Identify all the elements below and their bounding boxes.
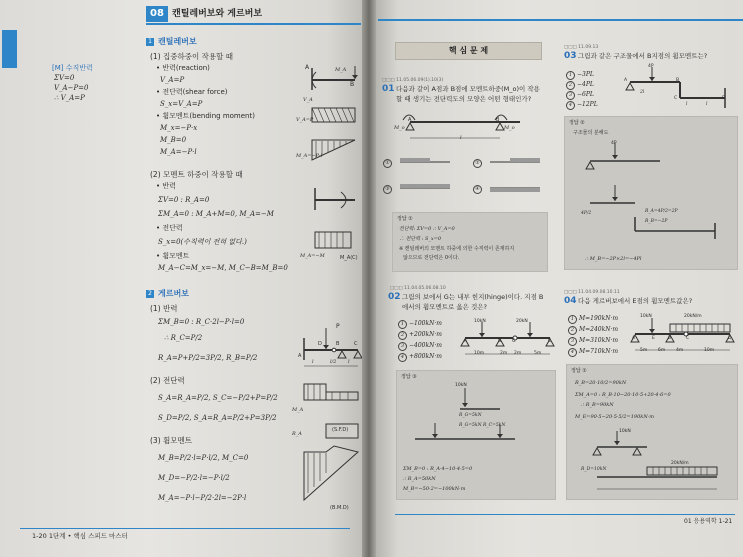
q1-option[interactable] — [383, 158, 394, 168]
q4-fig-label: A — [632, 336, 636, 341]
q2-fig-label: 5m — [534, 351, 542, 356]
q2-fig-label: A — [464, 339, 468, 344]
s2-line3: M_A=−P·l−P/2·2l=−2P·l — [158, 494, 247, 502]
q2-option[interactable]: 3 −400kN·m — [398, 341, 442, 351]
q3-answer-line: R_A=4P/2=2P — [645, 209, 678, 214]
q3-option[interactable]: 2 −4PL — [566, 80, 594, 90]
cantilever-figure-2 — [305, 180, 360, 260]
q2-answer-box — [396, 370, 556, 500]
q2-option[interactable]: 4 +800kN·m — [398, 352, 442, 362]
q2-answer-line: 10kN — [455, 383, 467, 388]
q2-fig-label: C — [548, 339, 552, 344]
q4-fig-label: 5m — [640, 348, 648, 353]
s2-line2: S_A=R_A=P/2, S_C=−P/2+P=P/2 — [158, 394, 278, 402]
q1-option-label: ② — [473, 159, 482, 168]
q2-fig-label: B — [498, 339, 502, 344]
q2-tag: □□□ 11.04.05.06.08.10 — [390, 286, 446, 291]
cantilever-figure-1 — [300, 60, 360, 165]
q3-answer-line: 4P/2 — [581, 211, 592, 216]
q1-number: 01 — [382, 84, 395, 94]
q3-fig-label: 2l — [640, 90, 645, 95]
q1-answer-line: 전단력: ΣV=0 ∴ V_A=0 — [399, 226, 455, 232]
q3-answer-figure — [575, 139, 725, 249]
fig4-label: l — [348, 359, 350, 365]
q1-option-label: ① — [383, 159, 392, 168]
core-problems-banner — [395, 42, 542, 60]
q2-answer-line: ΣM_B=0 : R_A·4−10·4·5=0 — [403, 466, 473, 472]
q3-option[interactable]: 3 −6PL — [566, 90, 594, 100]
q1-answer-line: 정답 ① — [397, 216, 413, 222]
s1-line: S_x=V_A=P — [160, 100, 203, 108]
q3-answer-line: ∴ M_B=−2P×2l=−4Pl — [585, 256, 642, 262]
q2-answer-line: R_G=5kN — [459, 413, 482, 418]
q1-text: 할 때 생기는 전단력도의 모양은 어떤 형태인가? — [396, 95, 532, 103]
q4-option-text: M=240kN·m — [579, 326, 619, 333]
q3-answer-line: R_B=−2P — [645, 219, 668, 224]
q2-number: 02 — [388, 292, 401, 302]
q4-fig-label: 20kN/m — [684, 314, 702, 319]
q1-answer-box — [392, 212, 548, 272]
fig5-label: M_A — [292, 407, 304, 413]
q2-text: 에서의 휨모멘트로 옳은 것은? — [402, 303, 487, 311]
q1-option-label: ④ — [473, 185, 482, 194]
chapter-title: 캔틸레버보와 게르버보 — [172, 9, 263, 19]
section2-title: 게르버보 — [158, 289, 189, 298]
q3-text: 그림과 같은 구조물에서 B지점의 휨모멘트는? — [578, 52, 708, 60]
section2-sub1: (1) 반력 — [150, 304, 178, 313]
q2-option-text: +200kN·m — [409, 331, 442, 338]
q2-option-text: −400kN·m — [409, 342, 442, 349]
q3-answer-line: 정답 ② — [569, 120, 585, 126]
q1-text: 다음과 같이 A점과 B점에 모멘트하중(M_o)이 작용 — [396, 85, 540, 93]
q4-fig-label: 10kN — [640, 314, 652, 319]
q2-option-text: −100kN·m — [409, 320, 442, 327]
q3-option[interactable]: 1 −3PL — [566, 70, 594, 80]
fig2-label: V_A=P — [296, 117, 314, 123]
q2-fig-label: 10m — [474, 351, 485, 356]
s1-line2: ΣV=0 : R_A=0 — [158, 196, 210, 204]
q2-text: 그림의 보에서 G는 내부 힌지(hinge)이다. 지점 B — [402, 293, 544, 301]
s1-line2: M_A−C=M_x=−M, M_C−B=M_B=0 — [158, 264, 288, 272]
book-spine — [362, 0, 376, 557]
sidebar-note — [52, 64, 132, 110]
q3-option-text: −12PL — [577, 101, 598, 108]
fig4-label: l — [312, 359, 314, 365]
q2-fig-label: 20kN — [516, 319, 528, 324]
q1-option[interactable] — [473, 158, 484, 168]
q4-tag: □□□ 11.04.09.08.10.11 — [564, 290, 620, 295]
fig4-label: A — [298, 353, 302, 359]
chapter-number: 08 — [146, 6, 168, 22]
q1-option-label: ③ — [383, 185, 392, 194]
q3-fig-label: D — [722, 96, 726, 101]
q4-option-text: M=310kN·m — [579, 337, 619, 344]
q4-answer-line: 정답 ① — [571, 368, 587, 374]
q1-fig-label: l — [460, 135, 462, 141]
q2-answer-line: ∴ R_A=50kN — [403, 476, 436, 482]
sidebar-line: [M] 수직반력 — [52, 64, 93, 72]
fig3-label: M_A=−M — [300, 253, 325, 259]
s1-line: V_A=P — [160, 76, 185, 84]
q4-option[interactable]: 2 M=240kN·m — [568, 325, 618, 335]
q3-answer-line: 구조물의 분해도 — [573, 130, 609, 136]
section1-title: 캔틸레버보 — [158, 37, 197, 46]
q1-fig-label: M_o — [394, 125, 405, 131]
fig1-label: A — [305, 64, 310, 71]
q4-text: 다음 게르버보에서 E점의 휨모멘트값은? — [578, 297, 693, 305]
section1-sub1: (1) 집중하중이 작용할 때 — [150, 52, 233, 61]
sidebar-line: V_A−P=0 — [54, 84, 89, 92]
q2-fig-label: 10kN — [474, 319, 486, 324]
right-footer: 01 응용역학 1-21 — [684, 518, 733, 525]
q1-answer-line: ※ 캔틸레버의 모멘트 하중에 의한 수직력이 존재하지 — [399, 246, 515, 252]
s1-line2: • 휨모멘트 — [156, 252, 190, 260]
q1-option[interactable] — [473, 184, 484, 194]
q2-answer-line: 정답 ③ — [401, 374, 417, 380]
q1-answer-line: ∴ 전단력 : S_x=0 — [399, 236, 442, 242]
section2-icon: 2 — [146, 290, 154, 298]
q4-answer-box — [566, 364, 738, 500]
side-tab — [2, 30, 17, 68]
gerber-beam-figure — [296, 320, 362, 520]
q4-fig-label: B — [668, 336, 672, 341]
q3-fig-label: l — [686, 102, 688, 107]
fig1-label: M_A — [335, 67, 347, 73]
fig4-label: D — [318, 341, 322, 347]
q3-fig-label: A — [624, 78, 628, 83]
fig5-label: (B.M.D) — [330, 505, 349, 511]
q4-number: 04 — [564, 296, 577, 306]
q1-options — [382, 152, 552, 200]
q4-fig-label: E — [652, 336, 655, 341]
q3-fig-label: B — [676, 78, 680, 83]
s1-line: • 휨모멘트(bending moment) — [156, 112, 255, 120]
q3-option-text: −4PL — [577, 81, 594, 88]
s2-line: ΣM_B=0 : R_C·2l−P·l=0 — [158, 318, 245, 326]
fig5-label: (S.F.D) — [332, 427, 349, 433]
q2-fig-label: 2m — [500, 351, 508, 356]
q4-answer-line: R_B=20·10/2=90kN — [575, 380, 627, 386]
q3-fig-label: 4P — [648, 64, 654, 69]
s1-line: M_x=−P·x — [160, 124, 198, 132]
q4-answer-line: ∴ R_B=90kN — [581, 402, 614, 408]
left-footer: 1-20 1단계 • 핵심 스피드 마스터 — [32, 532, 128, 540]
q4-fig-label: 6m — [658, 348, 666, 353]
q2-option[interactable]: 1 −100kN·m — [398, 319, 442, 329]
q2-fig-label: 2m — [514, 351, 522, 356]
q1-option[interactable] — [383, 184, 394, 194]
q2-option-text: +800kN·m — [409, 353, 442, 360]
right-top-rule — [378, 19, 743, 21]
q3-option-text: −3PL — [577, 71, 594, 78]
q4-fig-label: 4m — [676, 348, 684, 353]
fig4-label: B — [336, 341, 340, 347]
fig5-label: R_A — [292, 431, 302, 437]
chapter-rule — [146, 23, 361, 25]
q4-answer-line: 20kN/m — [671, 461, 689, 466]
q2-option[interactable]: 2 +200kN·m — [398, 330, 442, 340]
s1-line: • 반력(reaction) — [156, 64, 210, 72]
q4-option[interactable]: 4 M=710kN·m — [568, 347, 618, 357]
q3-tag: □□□ 11.09.13 — [564, 45, 599, 50]
footer-rule — [20, 528, 350, 529]
fig1-label: B — [350, 81, 355, 88]
s2-line: R_A=P+P/2=3P/2, R_B=P/2 — [158, 354, 258, 362]
fig1-label: V_A — [303, 97, 313, 103]
q4-option-text: M=710kN·m — [579, 348, 619, 355]
q4-option-text: M=190kN·m — [579, 315, 619, 322]
section1-sub2: (2) 모멘트 하중이 작용할 때 — [150, 170, 243, 179]
s1-line2: • 반력 — [156, 182, 176, 190]
q4-option[interactable]: 1 M=190kN·m — [568, 314, 618, 324]
q4-answer-line: ΣM_A=0 : R_B·10−20·10·5+20·4·6=0 — [575, 392, 671, 398]
sidebar-line: ∴ V_A=P — [54, 94, 85, 102]
q3-number: 03 — [564, 51, 577, 61]
q4-fig-label: 10m — [704, 348, 715, 353]
q4-fig-label: C — [686, 336, 690, 341]
s1-line2: • 전단력 — [156, 224, 183, 232]
q3-answer-box — [564, 116, 738, 270]
q2-answer-line: R_G=5kN R_C=5kN — [459, 423, 506, 428]
q4-answer-figure — [587, 427, 727, 495]
q3-option-text: −6PL — [577, 91, 594, 98]
sidebar-line: ΣV=0 — [54, 74, 75, 82]
q4-answer-line: M_E=90·5−20·5·5/2=190kN·m — [575, 414, 655, 420]
q4-option[interactable]: 3 M=310kN·m — [568, 336, 618, 346]
q3-fig-label: l — [706, 102, 708, 107]
s1-line: M_B=0 — [160, 136, 187, 144]
q4-fig-label: D — [728, 336, 732, 341]
s2-line3: M_D=−P/2·l=−P·l/2 — [158, 474, 230, 482]
s2-line: ∴ R_C=P/2 — [164, 334, 203, 342]
fig2-label: M_A=−P·l — [296, 153, 323, 159]
fig4-label: l/2 — [330, 359, 337, 365]
s2-line3: M_B=P/2·l=P·l/2, M_C=0 — [158, 454, 249, 462]
s2-line2: S_D=P/2, S_A=R_A=P/2+P=3P/2 — [158, 414, 277, 422]
right-footer-rule — [395, 514, 735, 515]
s1-line: • 전단력(shear force) — [156, 88, 228, 96]
q3-answer-line: 4P — [611, 141, 617, 146]
q4-answer-line: 10kN — [619, 429, 631, 434]
section2-sub3: (3) 휨모멘트 — [150, 436, 192, 445]
section1-icon: 1 — [146, 38, 154, 46]
q1-tag: □□□ 11.05.06.09(1).10(3) — [382, 78, 444, 83]
fig4-label: C — [354, 341, 358, 347]
q2-fig-label: G — [512, 339, 516, 344]
fig3-label: M_A(C) — [340, 255, 358, 261]
q3-option[interactable]: 4 −12PL — [566, 100, 598, 110]
s1-line: M_A=−P·l — [160, 148, 197, 156]
q1-fig-label: A — [408, 117, 412, 123]
q3-fig-label: C — [674, 96, 678, 101]
q1-fig-label: M_o — [504, 125, 515, 131]
fig4-label: P — [336, 323, 340, 330]
q4-answer-line: R_D=10kN — [581, 467, 607, 472]
s1-line2: S_x=0(수직력이 전혀 없다.) — [158, 238, 247, 246]
banner-text: 핵 심 문 제 — [448, 46, 489, 55]
q1-answer-line: 않으므로 전단력은 0이다. — [403, 255, 460, 261]
s1-line2: ΣM_A=0 : M_A+M=0, M_A=−M — [158, 210, 274, 218]
q1-fig-label: B — [496, 117, 500, 123]
section2-sub2: (2) 전단력 — [150, 376, 185, 385]
q2-answer-line: M_B=−50·2=−100kN·m — [403, 486, 466, 492]
